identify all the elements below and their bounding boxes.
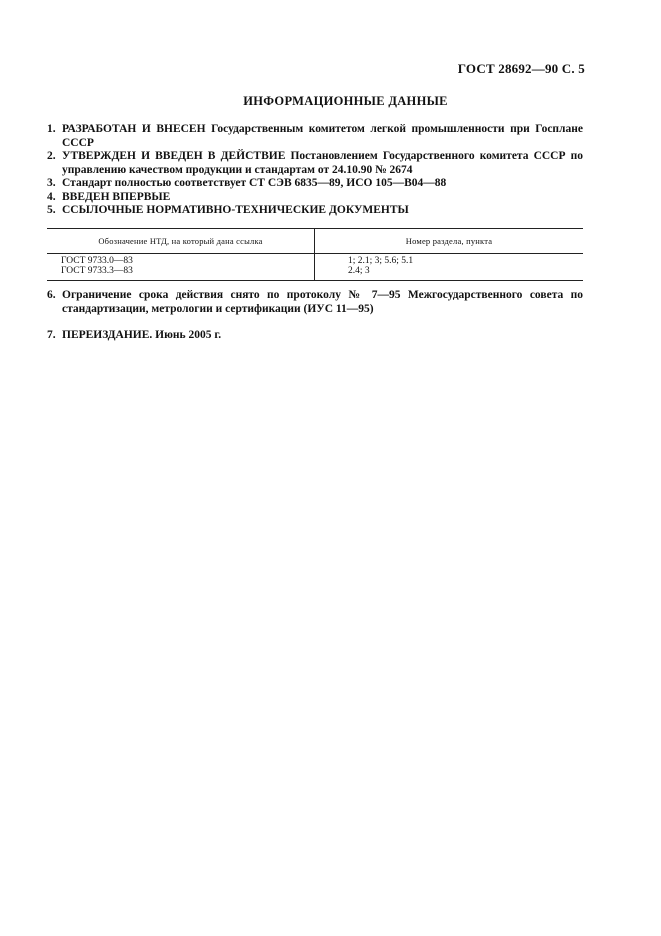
list-item [47, 191, 583, 205]
info-item-7 [47, 329, 583, 343]
table-cell-document: ГОСТ 9733.3—83 [47, 266, 315, 281]
column-header-section: Номер раздела, пункта [315, 229, 584, 254]
item-text: Государственным комитетом легкой промышленности при Госплане СССР [62, 123, 583, 149]
item-body [62, 123, 583, 150]
item-number: 3. [47, 177, 56, 189]
item-text: Стандарт полностью соответствует СТ СЭВ 6835—89, ИСО 105—В04—88 [62, 177, 447, 189]
list-item [47, 123, 583, 150]
item-caps: УТВЕРЖДЕН И ВВЕДЕН В ДЕЙСТВИЕ [62, 150, 286, 162]
list-item [47, 177, 583, 191]
item-body [62, 204, 583, 218]
reference-documents-table [47, 228, 583, 281]
table-cell-document: ГОСТ 9733.0—83 [47, 254, 315, 267]
table-row [47, 254, 583, 267]
item-caps: ВВЕДЕН ВПЕРВЫЕ [62, 190, 171, 203]
item-number: 7. [47, 329, 56, 341]
item-text: Постановлением Государственного комитета СССР по управлению качеством продукции и стандартам от 24.10.90 № 2674 [62, 150, 583, 176]
info-item-6 [47, 289, 583, 316]
list-item [47, 329, 583, 343]
item-body [62, 191, 583, 205]
section-title-text: ИНФОРМАЦИОННЫЕ ДАННЫЕ [243, 94, 448, 108]
column-header-document: Обозначение НТД, на который дана ссылка [47, 229, 315, 254]
item-number: 6. [47, 289, 56, 301]
list-item [47, 289, 583, 316]
item-number: 5. [47, 204, 56, 216]
item-text: Июнь 2005 г. [152, 329, 222, 341]
item-body [62, 329, 583, 343]
table-cell-section: 1; 2.1; 3; 5.6; 5.1 [348, 256, 414, 266]
info-items-list [47, 123, 583, 218]
item-body [62, 177, 583, 191]
list-item [47, 150, 583, 177]
item-number: 1. [47, 123, 56, 135]
table-row [47, 266, 583, 281]
item-number: 2. [47, 150, 56, 162]
item-caps: ССЫЛОЧНЫЕ НОРМАТИВНО-ТЕХНИЧЕСКИЕ ДОКУМЕНТЫ [62, 204, 409, 216]
list-item [47, 204, 583, 218]
page-header-doc-ref: ГОСТ 28692—90 С. 5 [457, 61, 585, 76]
item-text: Ограничение срока действия снято по протоколу № 7—95 Межгосударственного совета по стандартизации, метрологии и сертификации (ИУС 11—95) [62, 289, 583, 315]
item-number: 4. [47, 190, 56, 203]
item-caps: ПЕРЕИЗДАНИЕ. [62, 329, 153, 341]
item-caps: РАЗРАБОТАН И ВНЕСЕН [62, 123, 206, 135]
item-body [62, 150, 583, 177]
table-cell-section: 2.4; 3 [315, 266, 584, 281]
section-title [0, 94, 661, 109]
table-header-row [47, 229, 583, 254]
